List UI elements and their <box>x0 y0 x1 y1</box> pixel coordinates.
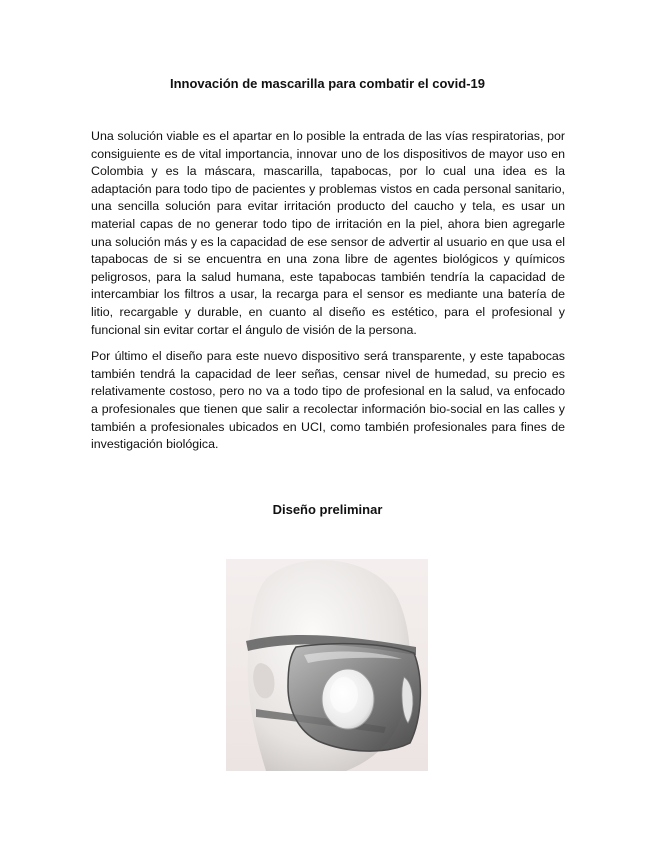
section-title: Diseño preliminar <box>272 502 383 517</box>
document-title: Innovación de mascarilla para combatir el covid-19 <box>169 76 485 91</box>
filter-inner <box>330 677 358 713</box>
paragraph-1: Una solución viable es el apartar en lo posible la entrada de las vías respiratorias, por consiguiente es de vital importancia, innovar uno de los dispositivos de mayor uso en Colombia y es la máscara, mascarilla, tapabocas, por lo cual una idea es la adaptación para todo tipo de pacientes y problemas vistos en cada personal sanitario, una sencilla solución para evitar irritación producto del caucho y tela, es usar un material capas de no generar todo tipo de irritación en la piel, ahora bien agregarle una solución más y es la capacidad de ese sensor de advertir al usuario en que usa el tapabocas de si se encuentra en una zona libre de agentes biológicos y químicos peligrosos, para la salud humana, este tapabocas también tendría la capacidad de intercambiar los filtros a usar, la recarga para el sensor es mediante una batería de litio, recargable y durable, en cuanto al diseño es estético, para el profesional y funcional sin evitar cortar el ángulo de visión de la persona. <box>91 129 565 337</box>
document-body <box>91 128 565 463</box>
mask-design-image <box>226 559 428 771</box>
paragraph-2: Por último el diseño para este nuevo dispositivo será transparente, y este tapabocas también tendrá la capacidad de leer señas, censar nivel de humedad, su precio es relativamente costoso, pero no va a todo tipo de profesional en la salud, va enfocado a profesionales que tienen que salir a recolectar información bio-social en las calles y también a profesionales ubicados en UCI, como también profesionales para fines de investigación biológica. <box>91 349 565 452</box>
